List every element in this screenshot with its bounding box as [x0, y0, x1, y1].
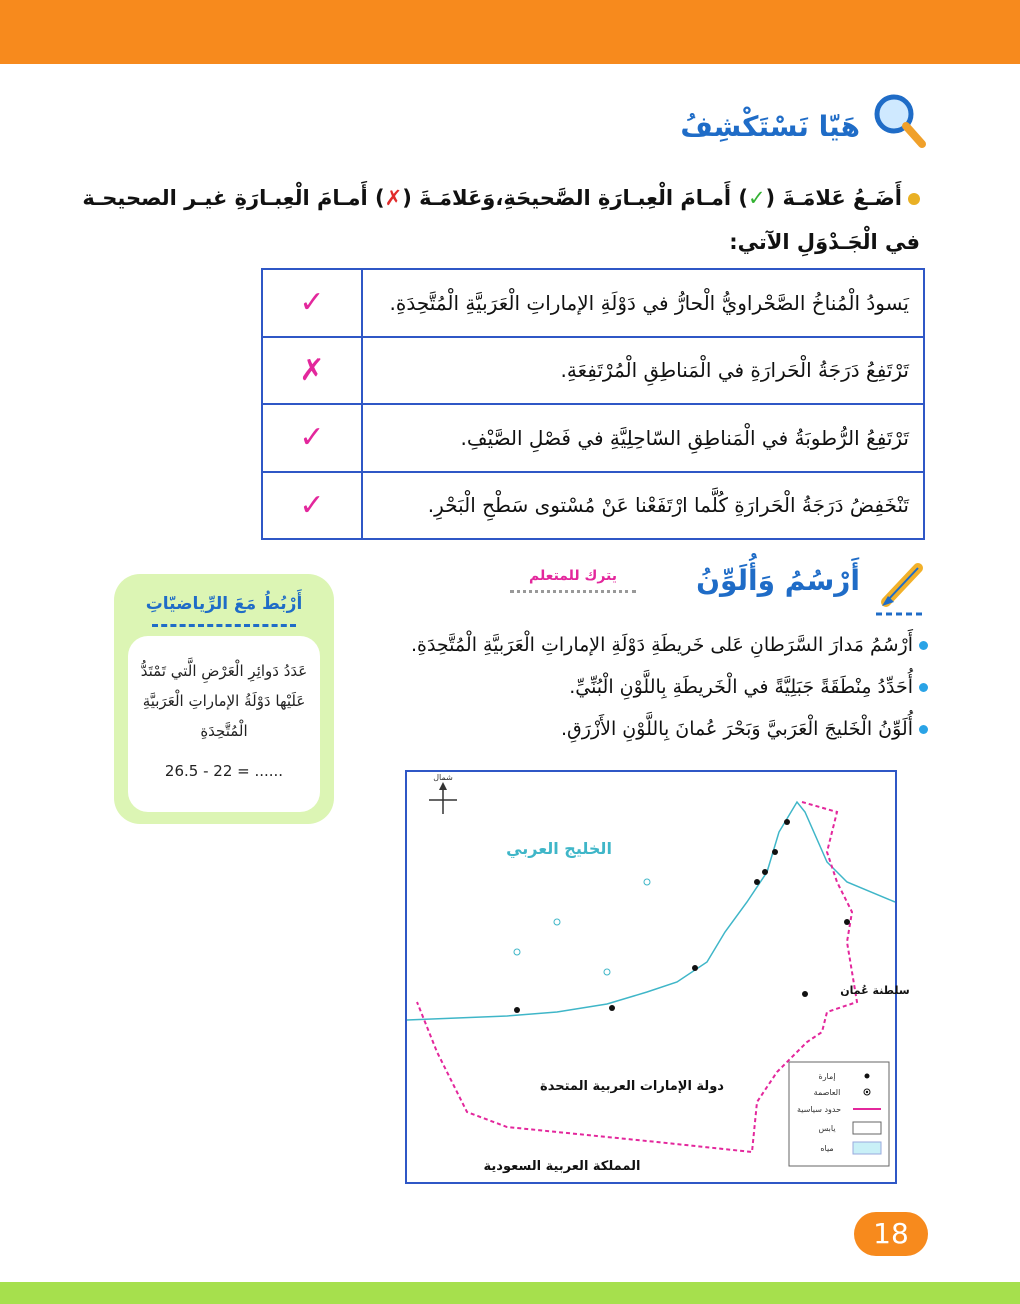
task-text: أَرْسُمُ مَدارَ السَّرَطانِ عَلى خَريطَةِ دَوْلَةِ الإماراتِ الْعَرَبيَّةِ الْمُتَّحِدَةِ.	[410, 634, 913, 656]
legend-emirate-dot	[865, 1074, 870, 1079]
city-dot	[784, 819, 790, 825]
list-item	[380, 666, 928, 708]
bullet-dot	[919, 683, 928, 692]
answer-mark[interactable]: ✓	[262, 404, 362, 472]
answer-mark[interactable]: ✓	[262, 269, 362, 337]
top-orange-bar	[0, 0, 1020, 64]
legend-capital-dot	[866, 1091, 868, 1093]
city-dot	[754, 879, 760, 885]
list-item	[380, 708, 928, 750]
gulf-label: الخليج العربي	[506, 839, 612, 858]
pencil-icon	[872, 560, 928, 620]
math-connection-box	[114, 574, 334, 824]
country-label: دولة الإمارات العربية المتحدة	[540, 1079, 724, 1094]
table-row	[262, 269, 924, 337]
math-box-text: عَدَدُ دَوائِرِ الْعَرْضِ الَّتي تَمْتَدُّ عَلَيْها دَوْلَةُ الإماراتِ الْعَرَبيَّةِ الْمُتَّحِدَةِ	[140, 662, 308, 740]
math-box-inner	[128, 636, 320, 812]
city-dot	[772, 849, 778, 855]
city-dot	[692, 965, 698, 971]
saudi-label: المملكة العربية السعودية	[483, 1159, 641, 1174]
list-item	[380, 624, 928, 666]
legend-label: مياه	[820, 1144, 834, 1153]
north-label: شمال	[433, 773, 453, 782]
table-row	[262, 337, 924, 405]
check-icon: ✓	[747, 186, 766, 210]
answer-mark[interactable]: ✓	[262, 472, 362, 540]
uae-map[interactable]	[405, 770, 910, 1184]
table-row	[262, 472, 924, 540]
legend-land-swatch	[853, 1122, 881, 1134]
bottom-green-bar	[0, 1282, 1020, 1304]
oman-label: سلطنة عُمان	[840, 984, 910, 997]
legend-water-swatch	[853, 1142, 881, 1154]
true-false-table	[261, 268, 925, 540]
bullet-dot	[919, 725, 928, 734]
statement-cell: تَرْتَفِعُ الرُّطوبَةُ في الْمَناطِقِ السّاحِلِيَّةِ في فَصْلِ الصَّيْفِ.	[362, 404, 924, 472]
instruction-part1: أَضَـعُ عَلامَـةَ (	[765, 186, 902, 210]
city-dot	[609, 1005, 615, 1011]
section-title-draw-color: أَرْسُمُ وَأُلَوِّنُ	[696, 564, 860, 597]
instruction-text	[80, 176, 920, 264]
math-equation[interactable]: 26.5 - 22 = ......	[164, 762, 284, 780]
instruction-part2: ) أَمـامَ الْعِبـارَةِ الصَّحيحَةِ،وَعَلامَـةَ (	[402, 186, 748, 210]
table-row	[262, 404, 924, 472]
bullet-dot	[908, 193, 920, 205]
legend-label: حدود سياسية	[796, 1105, 842, 1114]
teacher-note: يترك للمتعلم	[510, 568, 636, 593]
city-dot	[844, 919, 850, 925]
task-text: أُلَوِّنُ الْخَليجَ الْعَرَبيَّ وَبَحْرَ عُمانَ بِاللَّوْنِ الأَزْرَقِ.	[561, 718, 913, 740]
answer-mark[interactable]: ✗	[262, 337, 362, 405]
statement-cell: تَرْتَفِعُ دَرَجَةُ الْحَرارَةِ في الْمَناطِقِ الْمُرْتَفِعَةِ.	[362, 337, 924, 405]
legend-label: إمارة	[818, 1072, 836, 1081]
city-dot	[802, 991, 808, 997]
page-number: 18	[854, 1212, 928, 1256]
instruction-part3: ) أَمـامَ الْعِبـارَةِ غيـر الصحيحـة في الْجَـدْوَلِ الآتي:	[82, 186, 920, 254]
bullet-dot	[919, 641, 928, 650]
gulf-water	[407, 772, 895, 1020]
task-list	[380, 624, 928, 750]
city-dot	[514, 1007, 520, 1013]
statement-cell: تَنْخَفِضُ دَرَجَةُ الْحَرارَةِ كُلَّما ارْتَفَعْنا عَنْ مُسْتوى سَطْحِ الْبَحْرِ.	[362, 472, 924, 540]
statement-cell: يَسودُ الْمُناخُ الصَّحْراويُّ الْحارُّ في دَوْلَةِ الإماراتِ الْعَرَبيَّةِ الْمُتَّحِدَةِ.	[362, 269, 924, 337]
cross-icon: ✗	[384, 186, 403, 210]
task-text: أُحَدِّدُ مِنْطَقَةً جَبَلِيَّةً في الْخَريطَةِ بِاللَّوْنِ الْبُنِّيِّ.	[569, 676, 913, 698]
magnifier-icon	[872, 92, 928, 150]
math-box-title: أَرْبُطُ مَعَ الرِّياضيّاتِ	[145, 594, 303, 614]
legend-label: يابس	[818, 1124, 836, 1133]
legend-label: العاصمة	[813, 1088, 841, 1097]
city-dot	[762, 869, 768, 875]
section-title-explore: هَيّا نَسْتَكْشِفُ	[680, 110, 860, 143]
title-underline	[152, 624, 296, 627]
